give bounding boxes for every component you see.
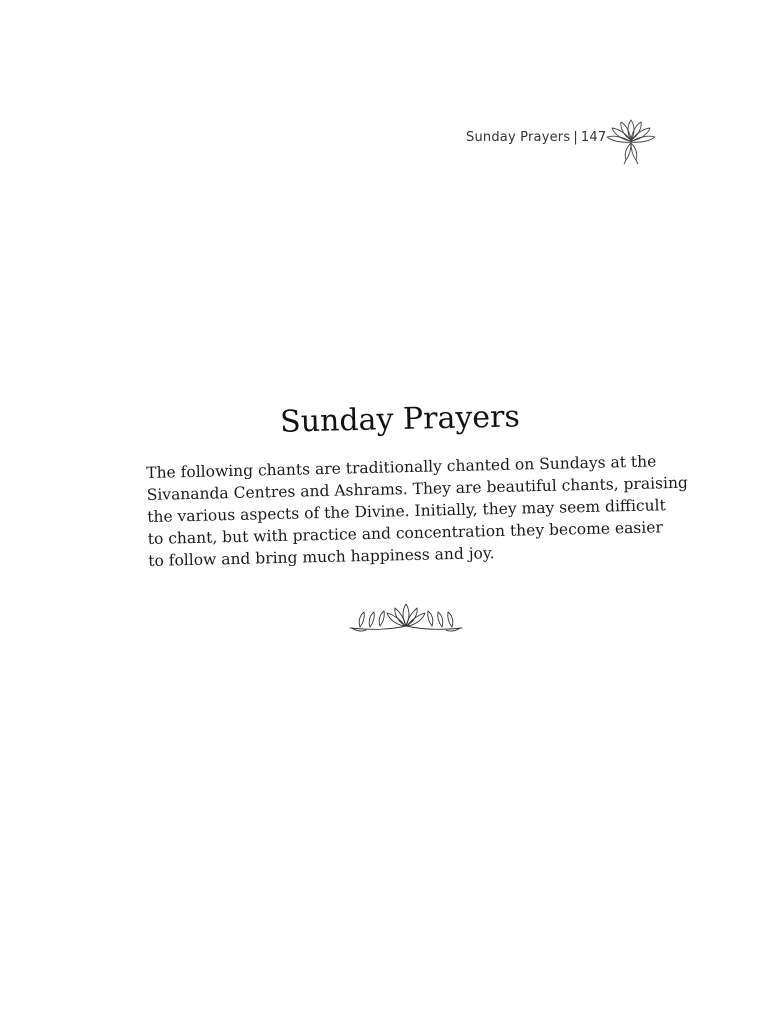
chapter-title: Sunday Prayers [279, 399, 521, 440]
intro-line: to follow and bring much happiness and joy. [148, 544, 495, 570]
intro-line: to chant, but with practice and concentration they become easier [147, 518, 664, 548]
page-number: 147 [580, 130, 607, 145]
intro-line: The following chants are traditionally chanted on Sundays at the [146, 452, 657, 482]
running-header-separator: | [573, 130, 578, 145]
intro-line: Sivananda Centres and Ashrams. They are beautiful chants, praising [146, 473, 689, 504]
running-header-title: Sunday Prayers [466, 130, 571, 145]
lotus-vine-ornament-icon [348, 600, 464, 636]
running-header [466, 130, 606, 145]
lotus-flower-icon [604, 112, 658, 166]
intro-line: the various aspects of the Divine. Initially, they may seem difficult [147, 496, 666, 526]
intro-paragraph [146, 451, 689, 572]
